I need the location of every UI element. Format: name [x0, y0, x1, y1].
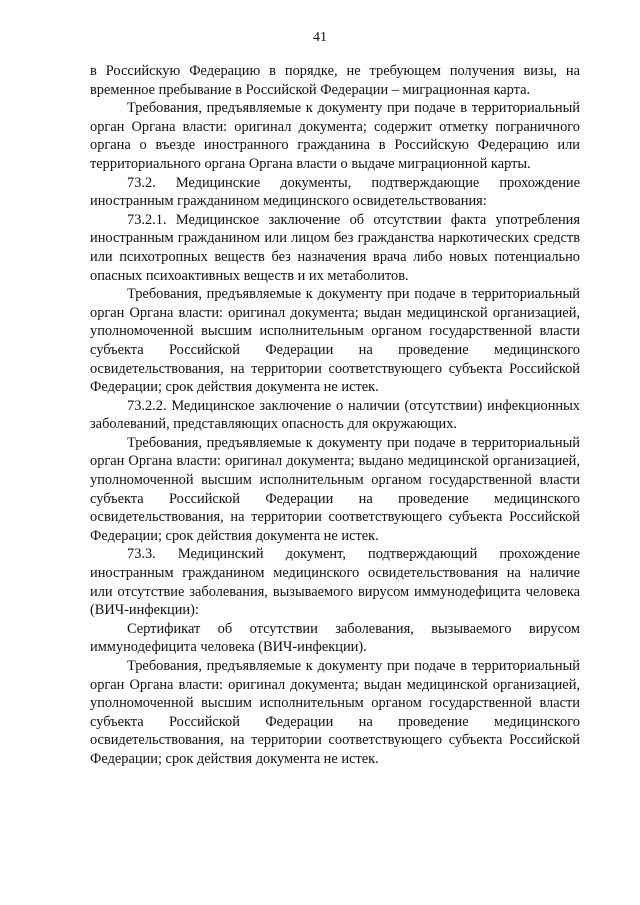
body-text: [90, 62, 580, 769]
paragraph: Сертификат об отсутствии заболевания, вызываемого вирусом иммунодефицита человека (ВИЧ-инфекции).: [90, 620, 580, 656]
paragraph: 73.3. Медицинский документ, подтверждающий прохождение иностранным гражданином медицинского освидетельствования на наличие или отсутствие заболевания, вызываемого вирусом иммунодефицита человека (ВИЧ-инфекции):: [90, 546, 580, 619]
paragraph: 73.2.1. Медицинское заключение об отсутствии факта употребления иностранным гражданином или лицом без гражданства наркотических средств или психотропных веществ без назначения врача либо новых потенциально опасных психоактивных веществ и их метаболитов.: [90, 211, 580, 284]
paragraph: в Российскую Федерацию в порядке, не требующем получения визы, на временное пребывание в Российской Федерации – миграционная карта.: [90, 63, 580, 98]
paragraph: Требования, предъявляемые к документу при подаче в территориальный орган Органа власти: оригинал документа; выдан медицинской организацией, уполномоченной высшим исполнительным органом государственной власти субъекта Российской Федерации на проведение медицинского освидетельствования, на территории соответствующего субъекта Российской Федерации; срок действия документа не истек.: [90, 658, 580, 767]
paragraph: 73.2.2. Медицинское заключение о наличии (отсутствии) инфекционных заболеваний, представляющих опасность для окружающих.: [90, 397, 580, 433]
paragraph: 73.2. Медицинские документы, подтверждающие прохождение иностранным гражданином медицинского освидетельствования:: [90, 174, 580, 210]
paragraph: Требования, предъявляемые к документу при подаче в территориальный орган Органа власти: оригинал документа; выдан медицинской организацией, уполномоченной высшим исполнительным органом государственной власти субъекта Российской Федерации на проведение медицинского освидетельствования, на территории соответствующего субъекта Российской Федерации; срок действия документа не истек.: [90, 286, 580, 396]
paragraph: Требования, предъявляемые к документу при подаче в территориальный орган Органа власти: оригинал документа; выдано медицинской организацией, уполномоченной высшим исполнительным органом государственной власти субъекта Российской Федерации на проведение медицинского освидетельствования, на территории соответствующего субъекта Российской Федерации; срок действия документа не истек.: [90, 434, 580, 544]
paragraph: Требования, предъявляемые к документу при подаче в территориальный орган Органа власти: оригинал документа; содержит отметку пограничного органа о въезде иностранного гражданина в Российскую Федерацию или территориального органа Органа власти о выдаче миграционной карты.: [90, 100, 580, 172]
page-number: 41: [313, 30, 327, 45]
